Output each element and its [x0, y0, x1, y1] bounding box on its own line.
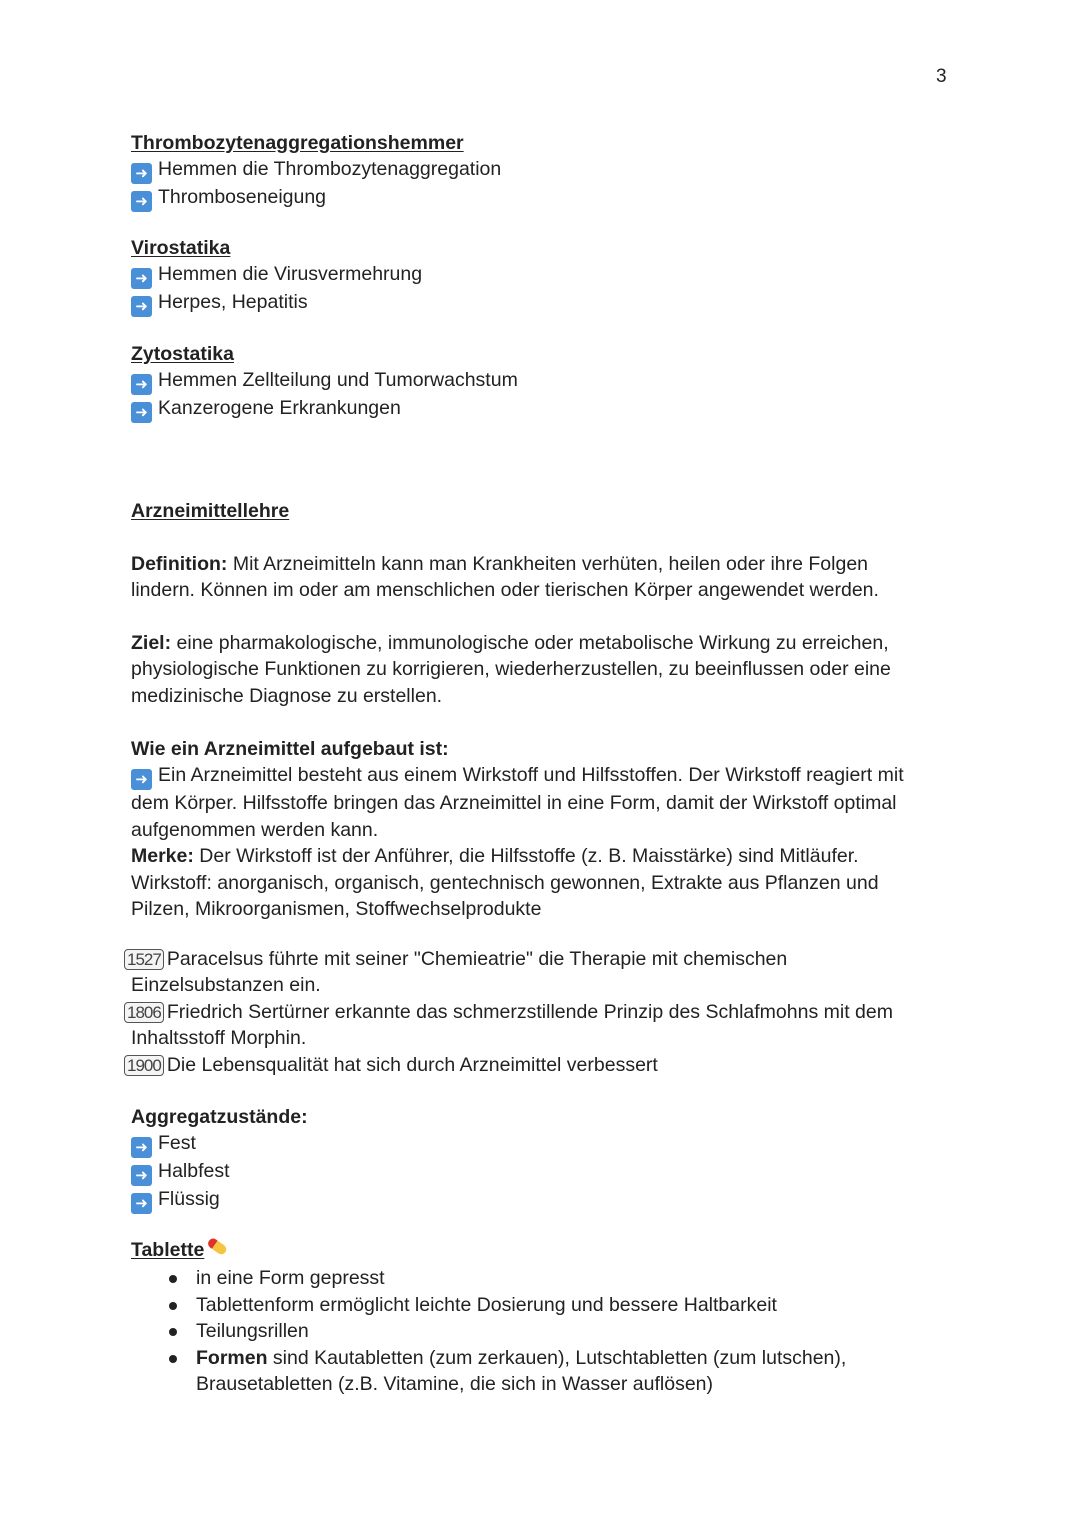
- right-arrow-icon: ➜: [131, 769, 152, 790]
- definition-label: Definition:: [131, 553, 228, 575]
- merke-label: Merke:: [131, 845, 194, 868]
- year-badge: 1900: [124, 1055, 164, 1076]
- list-item: ➜ Flüssig: [131, 1186, 931, 1214]
- right-arrow-icon: ➜: [131, 1137, 152, 1158]
- list-item: Teilungsrillen: [131, 1318, 931, 1344]
- section-virostatika: [131, 235, 931, 317]
- page-number: 3: [936, 66, 947, 87]
- section-title: Arzneimittellehre: [131, 500, 290, 522]
- section-title: Aggregatzustände:: [131, 1106, 308, 1128]
- year-badge: 1527: [124, 949, 164, 970]
- right-arrow-icon: ➜: [131, 163, 152, 184]
- history-item: 1527 Paracelsus führte mit seiner "Chemieatrie" die Therapie mit chemischen: [131, 946, 931, 972]
- aufbau-title: Wie ein Arzneimittel aufgebaut ist:: [131, 738, 449, 760]
- section-title: Zytostatika: [131, 343, 234, 365]
- tablette-bullet-list: [131, 1265, 931, 1397]
- ziel-label: Ziel:: [131, 632, 172, 654]
- section-thrombozytenaggregationshemmer: [131, 130, 931, 212]
- section-aggregatzustaende: [131, 1104, 931, 1214]
- right-arrow-icon: ➜: [131, 268, 152, 289]
- right-arrow-icon: ➜: [131, 402, 152, 423]
- right-arrow-icon: ➜: [131, 374, 152, 395]
- right-arrow-icon: ➜: [131, 1165, 152, 1186]
- list-item: Formen sind Kautabletten (zum zerkauen), Lutschtabletten (zum lutschen), Brausetabletten (z.B. Vitamine, die sich in Wasser auflösen): [131, 1345, 931, 1398]
- aufbau-paragraph: Wie ein Arzneimittel aufgebaut ist: ➜ Ein Arzneimittel besteht aus einem Wirkstoff und Hilfsstoffen. Der Wirkstoff reagiert mit dem Körper. Hilfsstoffe bringen das Arzneimittel in eine Form, damit der Wirkstoff optimal aufgenommen werden kann. Merke: Der Wirkstoff ist der Anführer, die Hilfsstoffe (z. B. Maisstärke) sind Mitläufer. Wirkstoff: anorganisch, organisch, gentechnisch gewonnen, Extrakte aus Pflanzen und Pilzen, Mikroorganismen, Stoffwechselprodukte: [131, 736, 931, 922]
- section-tablette: [131, 1236, 931, 1397]
- history-item: 1806 Friedrich Sertürner erkannte das schmerzstillende Prinzip des Schlafmohns mit dem: [131, 999, 931, 1025]
- right-arrow-icon: ➜: [131, 1193, 152, 1214]
- list-item: ➜ Kanzerogene Erkrankungen: [131, 395, 931, 423]
- list-item: ➜ Hemmen die Thrombozytenaggregation: [131, 156, 931, 184]
- section-arzneimittellehre: [131, 498, 931, 524]
- list-item: ➜ Fest: [131, 1130, 931, 1158]
- list-item: Tablettenform ermöglicht leichte Dosierung und bessere Haltbarkeit: [131, 1292, 931, 1318]
- section-title: Tablette: [131, 1239, 205, 1261]
- section-title: Virostatika: [131, 237, 231, 259]
- list-item: ➜ Herpes, Hepatitis: [131, 289, 931, 317]
- list-item: ➜ Halbfest: [131, 1158, 931, 1186]
- right-arrow-icon: ➜: [131, 296, 152, 317]
- list-item: ➜ Hemmen die Virusvermehrung: [131, 261, 931, 289]
- right-arrow-icon: ➜: [131, 191, 152, 212]
- list-item: ➜ Thromboseneigung: [131, 184, 931, 212]
- pill-icon: [205, 1236, 231, 1265]
- definition-paragraph: Definition: Mit Arzneimitteln kann man Krankheiten verhüten, heilen oder ihre Folgen lindern. Können im oder am menschlichen oder tierischen Körper angewendet werden.: [131, 553, 879, 602]
- list-item: in eine Form gepresst: [131, 1265, 931, 1291]
- section-zytostatika: [131, 341, 931, 423]
- section-title: Thrombozytenaggregationshemmer: [131, 132, 464, 154]
- history-item: 1900 Die Lebensqualität hat sich durch Arzneimittel verbessert: [131, 1052, 931, 1078]
- year-badge: 1806: [124, 1002, 164, 1023]
- history-list: 1527 Paracelsus führte mit seiner "Chemieatrie" die Therapie mit chemischen Einzelsubstanzen ein. 1806 Friedrich Sertürner erkannte das schmerzstillende Prinzip des Schlafmohns mit dem Inhaltsstoff Morphin. 1900 Die Lebensqualität hat sich durch Arzneimittel verbessert: [131, 946, 931, 1078]
- list-item: ➜ Hemmen Zellteilung und Tumorwachstum: [131, 367, 931, 395]
- ziel-paragraph: Ziel: eine pharmakologische, immunologische oder metabolische Wirkung zu erreichen, physiologische Funktionen zu korrigieren, wiederherzustellen, zu beeinflussen oder eine medizinische Diagnose zu erstellen.: [131, 632, 891, 707]
